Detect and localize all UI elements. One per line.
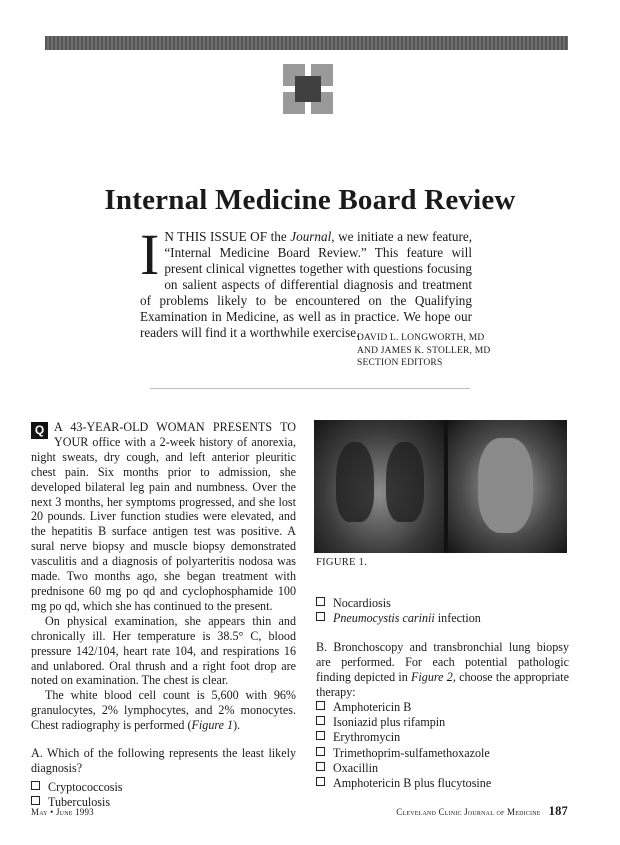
option-item xyxy=(316,596,569,611)
intro-paragraph xyxy=(140,222,472,341)
case-text-3a: The white blood cell count is 5,600 with 96% granulocytes, 2% lymphocytes, and 2% monocytes. Chest radiography is performed ( xyxy=(31,688,296,733)
option-label: Isoniazid plus rifampin xyxy=(333,715,446,730)
figure-1-xray xyxy=(314,420,567,553)
case-text-3b: ). xyxy=(233,718,241,733)
option-item xyxy=(316,746,569,761)
question-a-options-cont xyxy=(316,596,569,626)
divider xyxy=(150,388,470,389)
figure-ref: Figure 1 xyxy=(191,718,234,733)
option-item xyxy=(31,780,296,795)
footer-date: May • June 1993 xyxy=(31,807,94,817)
case-text-1: office with a 2-week history of anorexia, night sweats, dry cough, and left anterior pleuritic chest pain. Six months prior to admission, she developed bilateral leg pain and numbness. Over the next 3 months, her symptoms progressed, and she lost 20 pounds. Liver function studies were elevated, and the hepatitis B surface antigen test was positive. A sural nerve biopsy and muscle biopsy demonstrated vasculitis and a diagnosis of polyarteritis nodosa was made. Two months ago, she began treatment with prednisone 60 mg po qd and cyclophosphamide 100 mg po qd, which she has continued to the present. xyxy=(31,434,296,613)
editor-1: DAVID L. LONGWORTH, MD xyxy=(357,333,485,343)
case-paragraph-1 xyxy=(31,420,296,614)
option-label: Amphotericin B xyxy=(333,700,412,715)
checkbox-icon xyxy=(316,597,325,606)
header-bar xyxy=(45,36,568,50)
journal-logo xyxy=(283,64,333,114)
figure-caption: FIGURE 1. xyxy=(316,557,368,568)
page-title: Internal Medicine Board Review xyxy=(104,184,516,216)
checkbox-icon xyxy=(31,781,40,790)
option-label: Trimethoprim-sulfamethoxazole xyxy=(333,745,490,760)
case-paragraph-3 xyxy=(31,688,296,733)
page-number: 187 xyxy=(548,804,568,818)
question-icon: Q xyxy=(31,422,48,439)
case-lead: A 43-YEAR-OLD WOMAN PRESENTS TO YOUR xyxy=(54,420,296,449)
question-a: A. Which of the following represents the least likely diagnosis? xyxy=(31,746,296,775)
editors-role: SECTION EDITORS xyxy=(357,358,443,368)
option-label: Nocardiosis xyxy=(333,596,391,610)
checkbox-icon xyxy=(316,716,325,725)
case-column xyxy=(31,420,296,810)
option-item xyxy=(316,700,569,715)
question-a-options xyxy=(31,780,296,810)
xray-frontal xyxy=(314,420,444,553)
option-item xyxy=(316,611,569,626)
intro-text: the xyxy=(267,229,291,244)
checkbox-icon xyxy=(316,701,325,710)
checkbox-icon xyxy=(316,747,325,756)
checkbox-icon xyxy=(316,762,325,771)
journal-name: Journal xyxy=(290,229,332,244)
question-b-options xyxy=(316,700,569,791)
option-item xyxy=(316,761,569,776)
option-label: Oxacillin xyxy=(333,760,379,775)
checkbox-icon xyxy=(316,777,325,786)
checkbox-icon xyxy=(316,731,325,740)
option-label-italic: Pneumocystis carinii xyxy=(333,611,435,626)
question-b-text-end: , choose the appropriate therapy: xyxy=(316,670,569,700)
checkbox-icon xyxy=(31,796,40,805)
footer-journal xyxy=(396,804,568,819)
xray-lateral xyxy=(448,420,567,553)
section-editors xyxy=(357,332,497,370)
question-b-text: B. Bronchoscopy and transbronchial lung biopsy are performed. For each potential pathologic finding depicted in xyxy=(316,640,569,685)
right-column xyxy=(316,596,569,791)
option-item xyxy=(316,730,569,745)
checkbox-icon xyxy=(316,612,325,621)
footer-journal-name: Cleveland Clinic Journal of Medicine xyxy=(396,807,541,817)
option-label: infection xyxy=(434,611,481,626)
drop-cap: I xyxy=(140,222,160,287)
option-label: Tuberculosis xyxy=(48,795,111,810)
option-label: Amphotericin B plus flucytosine xyxy=(333,776,492,791)
intro-lead: N THIS ISSUE OF xyxy=(164,229,268,244)
intro-body: , we initiate a new feature, “Internal Medicine Board Review.” This feature will present clinical vignettes together with questions focusing on salient aspects of differential diagnosis and treatment of problems likely to be encountered on the Qualifying Examination in Medicine, as well as in practice. We hope our readers will find it a worthwhile exercise. xyxy=(140,229,472,340)
figure-ref: Figure 2 xyxy=(411,670,453,685)
case-paragraph-2: On physical examination, she appears thin and chronically ill. Her temperature is 38.5° C, blood pressure 142/104, heart rate 104, and respirations 16 and unlabored. Oral thrush and a right foot drop are noted on examination. The chest is clear. xyxy=(31,613,296,688)
option-label: Erythromycin xyxy=(333,730,401,745)
editor-2: AND JAMES K. STOLLER, MD xyxy=(357,345,491,356)
option-item xyxy=(316,715,569,730)
option-label: Cryptococcosis xyxy=(48,779,123,794)
option-item xyxy=(316,776,569,791)
question-b xyxy=(316,640,569,700)
